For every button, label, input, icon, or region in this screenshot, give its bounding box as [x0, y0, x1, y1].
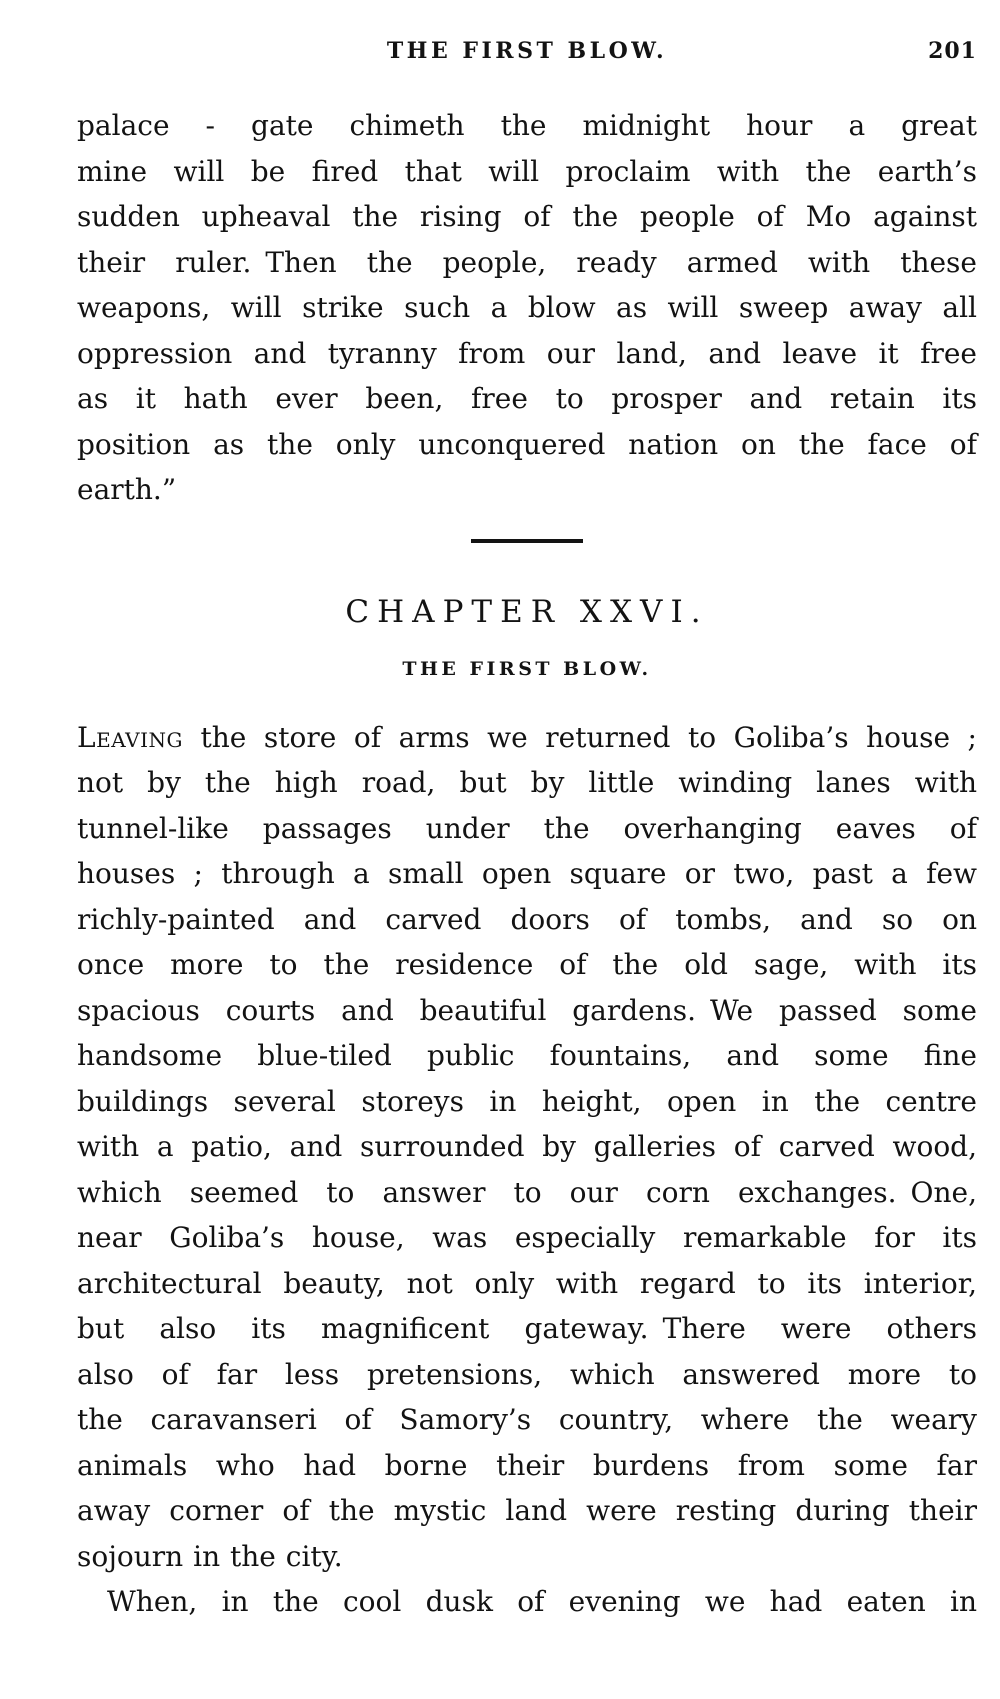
body-paragraph-lines	[77, 760, 977, 1534]
text-line: which seemed to answer to our corn exchanges. One,	[77, 1175, 977, 1209]
text-line: as it hath ever been, free to prosper and retain its	[77, 382, 977, 415]
text-line: sojourn in the city.	[77, 1539, 343, 1573]
text-line: animals who had borne their burdens from some far	[77, 1448, 977, 1482]
text-line: houses ; through a small open square or two, past a few	[77, 857, 977, 890]
body-paragraph	[77, 715, 977, 1580]
text-line: architectural beauty, not only with regard to its interior,	[77, 1266, 977, 1300]
text-line: not by the high road, but by little winding lanes with	[77, 766, 977, 799]
page-number: 201	[928, 38, 977, 64]
first-line-rest: the store of arms we returned to Goliba’s house ;	[182, 720, 977, 754]
text-line: earth.”	[77, 473, 177, 506]
text-line: their ruler. Then the people, ready armed with these	[77, 245, 977, 279]
text-line: mine will be fired that will proclaim with the earth’s	[77, 154, 977, 188]
intro-paragraph-lines	[77, 103, 977, 467]
text-line: position as the only unconquered nation on the face of	[77, 427, 977, 461]
chapter-subtitle: THE FIRST BLOW.	[402, 657, 652, 680]
lead-smallcaps-word: Leaving	[77, 720, 183, 754]
intro-paragraph	[77, 103, 977, 513]
closing-paragraph	[77, 1579, 977, 1625]
text-line: palace - gate chimeth the midnight hour a great	[77, 109, 977, 142]
text-line: with a patio, and surrounded by galleries of carved wood,	[77, 1130, 977, 1163]
chapter-heading: CHAPTER XXVI.	[345, 593, 709, 630]
text-line: away corner of the mystic land were resting during their	[77, 1494, 977, 1527]
section-divider-rule	[471, 539, 583, 543]
text-line: weapons, will strike such a blow as will sweep away all	[77, 291, 977, 324]
text-line: once more to the residence of the old sage, with its	[77, 948, 977, 981]
text-line: buildings several storeys in height, open in the centre	[77, 1084, 977, 1118]
text-line: oppression and tyranny from our land, and leave it free	[77, 336, 977, 370]
running-header	[77, 36, 977, 66]
text-line: but also its magnificent gateway. There were others	[77, 1312, 977, 1345]
text-line: richly-painted and carved doors of tombs, and so on	[77, 902, 977, 936]
text-line: the caravanseri of Samory’s country, where the weary	[77, 1403, 977, 1436]
text-line: handsome blue-tiled public fountains, and some fine	[77, 1039, 977, 1072]
running-title: THE FIRST BLOW.	[386, 38, 668, 64]
text-line: tunnel-like passages under the overhanging eaves of	[77, 811, 977, 845]
text-line: sudden upheaval the rising of the people of Mo against	[77, 200, 977, 233]
text-line-first	[77, 715, 977, 761]
text-line: spacious courts and beautiful gardens. We passed some	[77, 993, 977, 1027]
text-column	[77, 36, 977, 1625]
text-line: also of far less pretensions, which answered more to	[77, 1357, 977, 1391]
text-line: When, in the cool dusk of evening we had eaten in	[107, 1585, 977, 1618]
text-line: near Goliba’s house, was especially remarkable for its	[77, 1221, 977, 1254]
